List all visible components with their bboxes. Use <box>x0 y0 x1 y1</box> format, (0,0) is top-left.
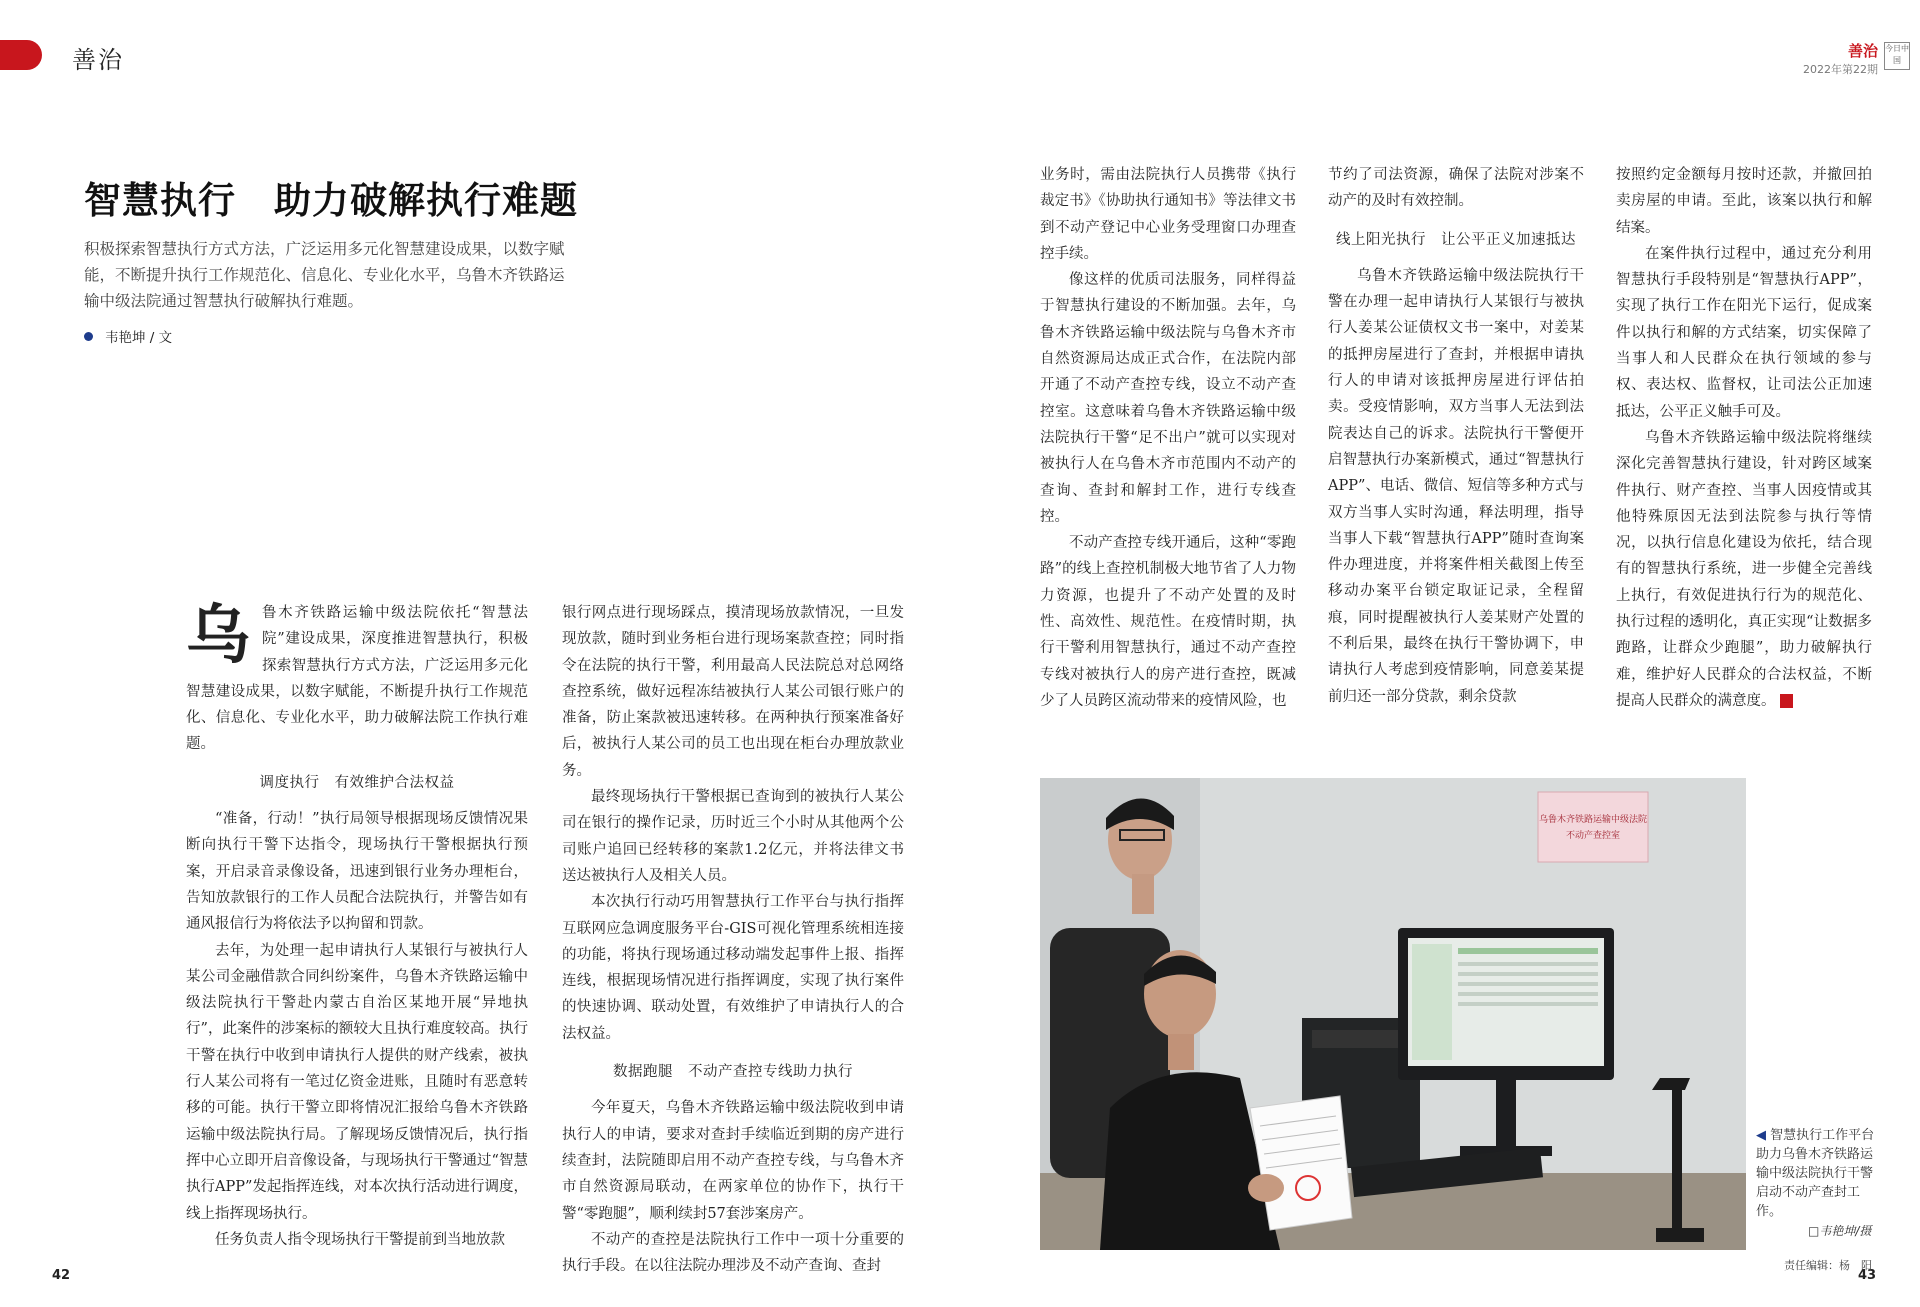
paragraph: 在案件执行过程中，通过充分利用智慧执行手段特别是“智慧执行APP”，实现了执行工作在阳光下运行，促成案件以执行和解的方式结案，切实保障了当事人和人民群众在执行领域的参与权、表达权、监督权，让司法公正加速抵达，公平正义触手可及。 <box>1616 245 1872 420</box>
sign-line-1: 乌鲁木齐铁路运输中级法院 <box>1538 815 1648 825</box>
bullet-dot-icon <box>84 332 93 341</box>
page-number-left: 42 <box>52 1268 71 1283</box>
drop-cap: 乌 <box>186 598 250 673</box>
paragraph: 按照约定金额每月按时还款，并撤回拍卖房屋的申请。至此，该案以执行和解结案。 <box>1616 167 1872 236</box>
photo-illustration <box>1040 778 1746 1250</box>
paragraph: 去年，为处理一起申请执行人某银行与被执行人某公司金融借款合同纠纷案件，乌鲁木齐铁路运输中级法院执行干警赴内蒙古自治区某地开展“异地执行”，此案件的涉案标的额较大且执行难度较高。执行干警在执行中收到申请执行人提供的财产线索，被执行人某公司将有一笔过亿资金进账，且随时有恶意转移的可能。执行干警立即将情况汇报给乌鲁木齐铁路运输中级法院执行局。了解现场反馈情况后，执行指挥中心立即开启音像设备，与现场执行干警通过“智慧执行APP”发起指挥连线，对本次执行活动进行调度，线上指挥现场执行。 <box>186 942 528 1222</box>
section-name: 善治 <box>72 46 124 74</box>
text-column-3 <box>1040 162 1296 714</box>
running-header-right <box>1803 40 1909 77</box>
article-title: 智慧执行 助力破解执行难题 <box>84 179 578 222</box>
brand-name: 善治 <box>1847 42 1878 60</box>
text-column-2 <box>562 600 904 1279</box>
author-byline <box>84 326 172 346</box>
paragraph-text: 乌鲁木齐铁路运输中级法院将继续深化完善智慧执行建设，针对跨区域案件执行、财产查控、当事人因疫情或其他特殊原因无法到法院参与执行等情况，以执行信息化建设为依托，结合现有的智慧执行系统，进一步健全完善线上执行，有效促进执行行为的规范化、执行过程的透明化，真正实现“让数据多跑路，让群众少跑腿”，助力破解执行难，维护好人民群众的合法权益，不断提高人民群众的满意度。 <box>1616 429 1872 709</box>
issue-number: 2022年第22期 <box>1803 63 1878 76</box>
article-photo <box>1040 778 1746 1250</box>
paragraph: 像这样的优质司法服务，同样得益于智慧执行建设的不断加强。去年，乌鲁木齐铁路运输中级法院与乌鲁木齐市自然资源局达成正式合作，在法院内部开通了不动产查控专线，设立不动产查控室。这意味着乌鲁木齐铁路运输中级法院执行干警“足不出户”就可以实现对被执行人在乌鲁木齐市范围内不动产的查询、查封和解封工作，进行专线查控。 <box>1040 272 1296 525</box>
text-column-4 <box>1328 162 1584 710</box>
paragraph: “准备，行动！”执行局领导根据现场反馈情况果断向执行干警下达指令，现场执行干警根据执行预案，开启录音录像设备，迅速到银行业务办理柜台，告知放款银行的工作人员配合法院执行，并警告如有通风报信行为将依法予以拘留和罚款。 <box>186 811 528 933</box>
sign-line-2: 不动产查控室 <box>1565 831 1621 841</box>
page-number-right: 43 <box>1858 1268 1877 1283</box>
responsible-editor: 责任编辑：杨 阳 <box>1784 1259 1872 1272</box>
subheading: 线上阳光执行 让公平正义加速抵达 <box>1336 231 1576 248</box>
text-column-5 <box>1616 162 1872 714</box>
paragraph: 鲁木齐铁路运输中级法院依托“智慧法院”建设成果，深度推进智慧执行，积极探索智慧执行方式方法，广泛运用多元化智慧建设成果，以数字赋能，不断提升执行工作规范化、信息化、专业化水平，助力破解法院工作执行难题。 <box>186 605 528 753</box>
end-mark-icon: J <box>1780 694 1793 708</box>
paragraph: 业务时，需由法院执行人员携带《执行裁定书》《协助执行通知书》等法律文书到不动产登记中心业务受理窗口办理查控手续。 <box>1040 167 1296 262</box>
paragraph: 任务负责人指令现场执行干警提前到当地放款 <box>215 1231 505 1248</box>
caption-arrow-icon: ◀ <box>1756 1128 1766 1143</box>
paragraph: 银行网点进行现场踩点，摸清现场放款情况，一旦发现放款，随时到业务柜台进行现场案款查控；同时指令在法院的执行干警，利用最高人民法院总对总网络查控系统，做好远程冻结被执行人某公司银行账户的准备，防止案款被迅速转移。在两种执行预案准备好后，被执行人某公司的员工也出现在柜台办理放款业务。 <box>562 605 904 779</box>
caption-text: 智慧执行工作平台助力乌鲁木齐铁路运输中级法院执行干警启动不动产查封工作。 <box>1756 1128 1875 1219</box>
paragraph: 不动产查控专线开通后，这种“零跑路”的线上查控机制极大地节省了人力物力资源，也提升了不动产处置的及时性、高效性、规范性。在疫情时期，执行干警利用智慧执行，通过不动产查控专线对被执行人的房产进行查控，既减少了人员跨区流动带来的疫情风险，也 <box>1040 535 1296 709</box>
paragraph: 本次执行行动巧用智慧执行工作平台与执行指挥互联网应急调度服务平台-GIS可视化管理系统相连接的功能，将执行现场通过移动端发起事件上报、指挥连线，根据现场情况进行指挥调度，实现了执行案件的快速协调、联动处置，有效维护了申请执行人的合法权益。 <box>562 894 904 1042</box>
article-lead: 积极探索智慧执行方式方法，广泛运用多元化智慧建设成果，以数字赋能，不断提升执行工作规范化、信息化、专业化水平，乌鲁木齐铁路运输中级法院通过智慧执行破解执行难题。 <box>84 240 565 310</box>
paragraph: 节约了司法资源，确保了法院对涉案不动产的及时有效控制。 <box>1328 167 1584 210</box>
section-red-tab <box>0 40 42 70</box>
magazine-logo-box: 今日中国 <box>1884 42 1910 70</box>
paragraph: 乌鲁木齐铁路运输中级法院执行干警在办理一起申请执行人某银行与被执行人姜某公证债权文书一案中，对姜某的抵押房屋进行了查封，并根据申请执行人的申请对该抵押房屋进行评估拍卖。受疫情影响，双方当事人无法到法院表达自己的诉求。法院执行干警便开启智慧执行办案新模式，通过“智慧执行APP”、电话、微信、短信等多种方式与双方当事人实时沟通，释法明理，指导当事人下载“智慧执行APP”随时查询案件办理进度，并将案件相关截图上传至移动办案平台锁定取证记录，全程留痕，同时提醒被执行人姜某财产处置的不利后果，最终在执行干警协调下，申请执行人考虑到疫情影响，同意姜某提前归还一部分贷款，剩余贷款 <box>1328 267 1584 705</box>
author-name: 韦艳坤 / 文 <box>105 330 173 346</box>
paragraph: 最终现场执行干警根据已查询到的被执行人某公司在银行的操作记录，历时近三个小时从其他两个公司账户追回已经转移的案款1.2亿元，并将法律文书送达被执行人及相关人员。 <box>562 789 904 884</box>
photo-caption <box>1756 1126 1876 1221</box>
photo-credit: □韦艳坤/摄 <box>1808 1224 1872 1238</box>
paragraph: 今年夏天，乌鲁木齐铁路运输中级法院收到申请执行人的申请，要求对查封手续临近到期的房产进行续查封，法院随即启用不动产查控专线，与乌鲁木齐市自然资源局联动，在两家单位的协作下，执行干警“零跑腿”，顺利续封57套涉案房产。 <box>562 1100 904 1222</box>
text-column-1 <box>186 600 528 1253</box>
subheading: 调度执行 有效维护合法权益 <box>259 774 455 791</box>
paragraph: 不动产的查控是法院执行工作中一项十分重要的执行手段。在以往法院办理涉及不动产查询、查封 <box>562 1231 904 1275</box>
paragraph <box>1616 425 1872 714</box>
subheading: 数据跑腿 不动产查控专线助力执行 <box>613 1064 853 1081</box>
